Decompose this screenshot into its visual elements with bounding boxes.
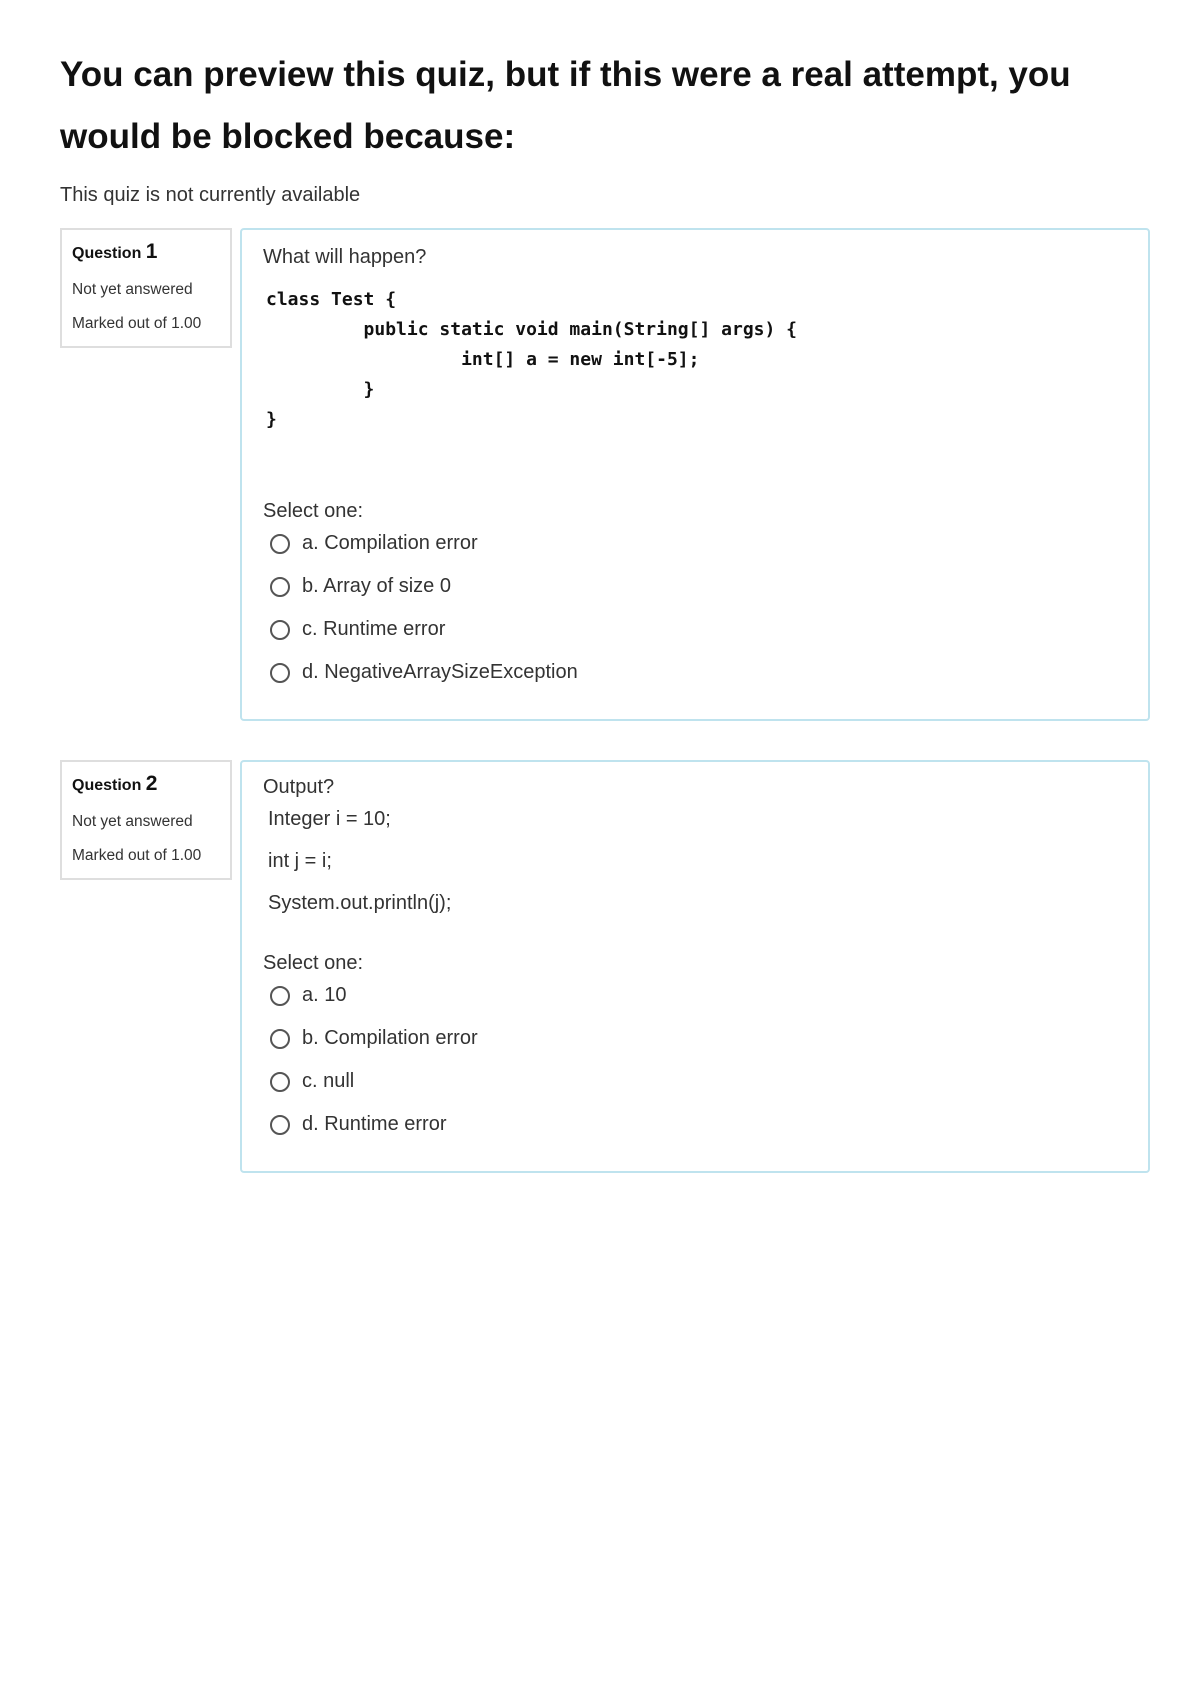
question-state: Not yet answered [72, 281, 193, 298]
answer-label: b. Array of size 0 [302, 575, 451, 597]
answer-list [270, 974, 478, 1146]
question-grade: Marked out of 1.00 [72, 847, 202, 864]
answer-label: d. Runtime error [302, 1113, 447, 1135]
question-number-value: 1 [145, 240, 158, 263]
question-state: Not yet answered [72, 813, 193, 830]
question-number [72, 772, 230, 798]
radio-button[interactable] [270, 577, 290, 597]
answer-label: a. Compilation error [302, 532, 478, 554]
question-grade: Marked out of 1.00 [72, 315, 202, 332]
select-one-label: Select one: [263, 952, 364, 974]
answer-label: b. Compilation error [302, 1027, 478, 1049]
question-number-value: 2 [145, 772, 158, 795]
code-line: System.out.println(j); [268, 892, 452, 914]
answer-option-d[interactable] [270, 651, 578, 694]
question-prompt: What will happen? [263, 246, 427, 268]
radio-button[interactable] [270, 1115, 290, 1135]
radio-button[interactable] [270, 620, 290, 640]
answer-option-a[interactable] [270, 974, 478, 1017]
answer-option-c[interactable] [270, 608, 578, 651]
radio-button[interactable] [270, 986, 290, 1006]
answer-option-a[interactable] [270, 522, 578, 565]
answer-label: c. Runtime error [302, 618, 446, 640]
question-info-2 [60, 760, 232, 880]
code-line: Integer i = 10; [268, 808, 391, 830]
answer-list [270, 522, 578, 694]
answer-label: d. NegativeArraySizeException [302, 661, 578, 683]
radio-button[interactable] [270, 1029, 290, 1049]
question-label: Question [72, 245, 142, 262]
question-label: Question [72, 777, 142, 794]
question-content-1 [240, 228, 1150, 721]
page-title: You can preview this quiz, but if this were a real attempt, you would be blocked because: [60, 55, 1071, 156]
answer-option-c[interactable] [270, 1060, 478, 1103]
question-content-2 [240, 760, 1150, 1173]
answer-label: a. 10 [302, 984, 347, 1006]
answer-option-b[interactable] [270, 1017, 478, 1060]
answer-option-b[interactable] [270, 565, 578, 608]
question-prompt: Output? [263, 776, 335, 798]
answer-option-d[interactable] [270, 1103, 478, 1146]
question-info-1 [60, 228, 232, 348]
code-block [268, 806, 451, 932]
availability-notice: This quiz is not currently available [60, 184, 361, 206]
radio-button[interactable] [270, 1072, 290, 1092]
code-block: class Test { public static void main(String[] args) { int[] a = new int[-5]; } } [266, 289, 798, 430]
code-line: int j = i; [268, 850, 332, 872]
radio-button[interactable] [270, 663, 290, 683]
answer-label: c. null [302, 1070, 355, 1092]
select-one-label: Select one: [263, 500, 364, 522]
question-number [72, 240, 230, 266]
radio-button[interactable] [270, 534, 290, 554]
